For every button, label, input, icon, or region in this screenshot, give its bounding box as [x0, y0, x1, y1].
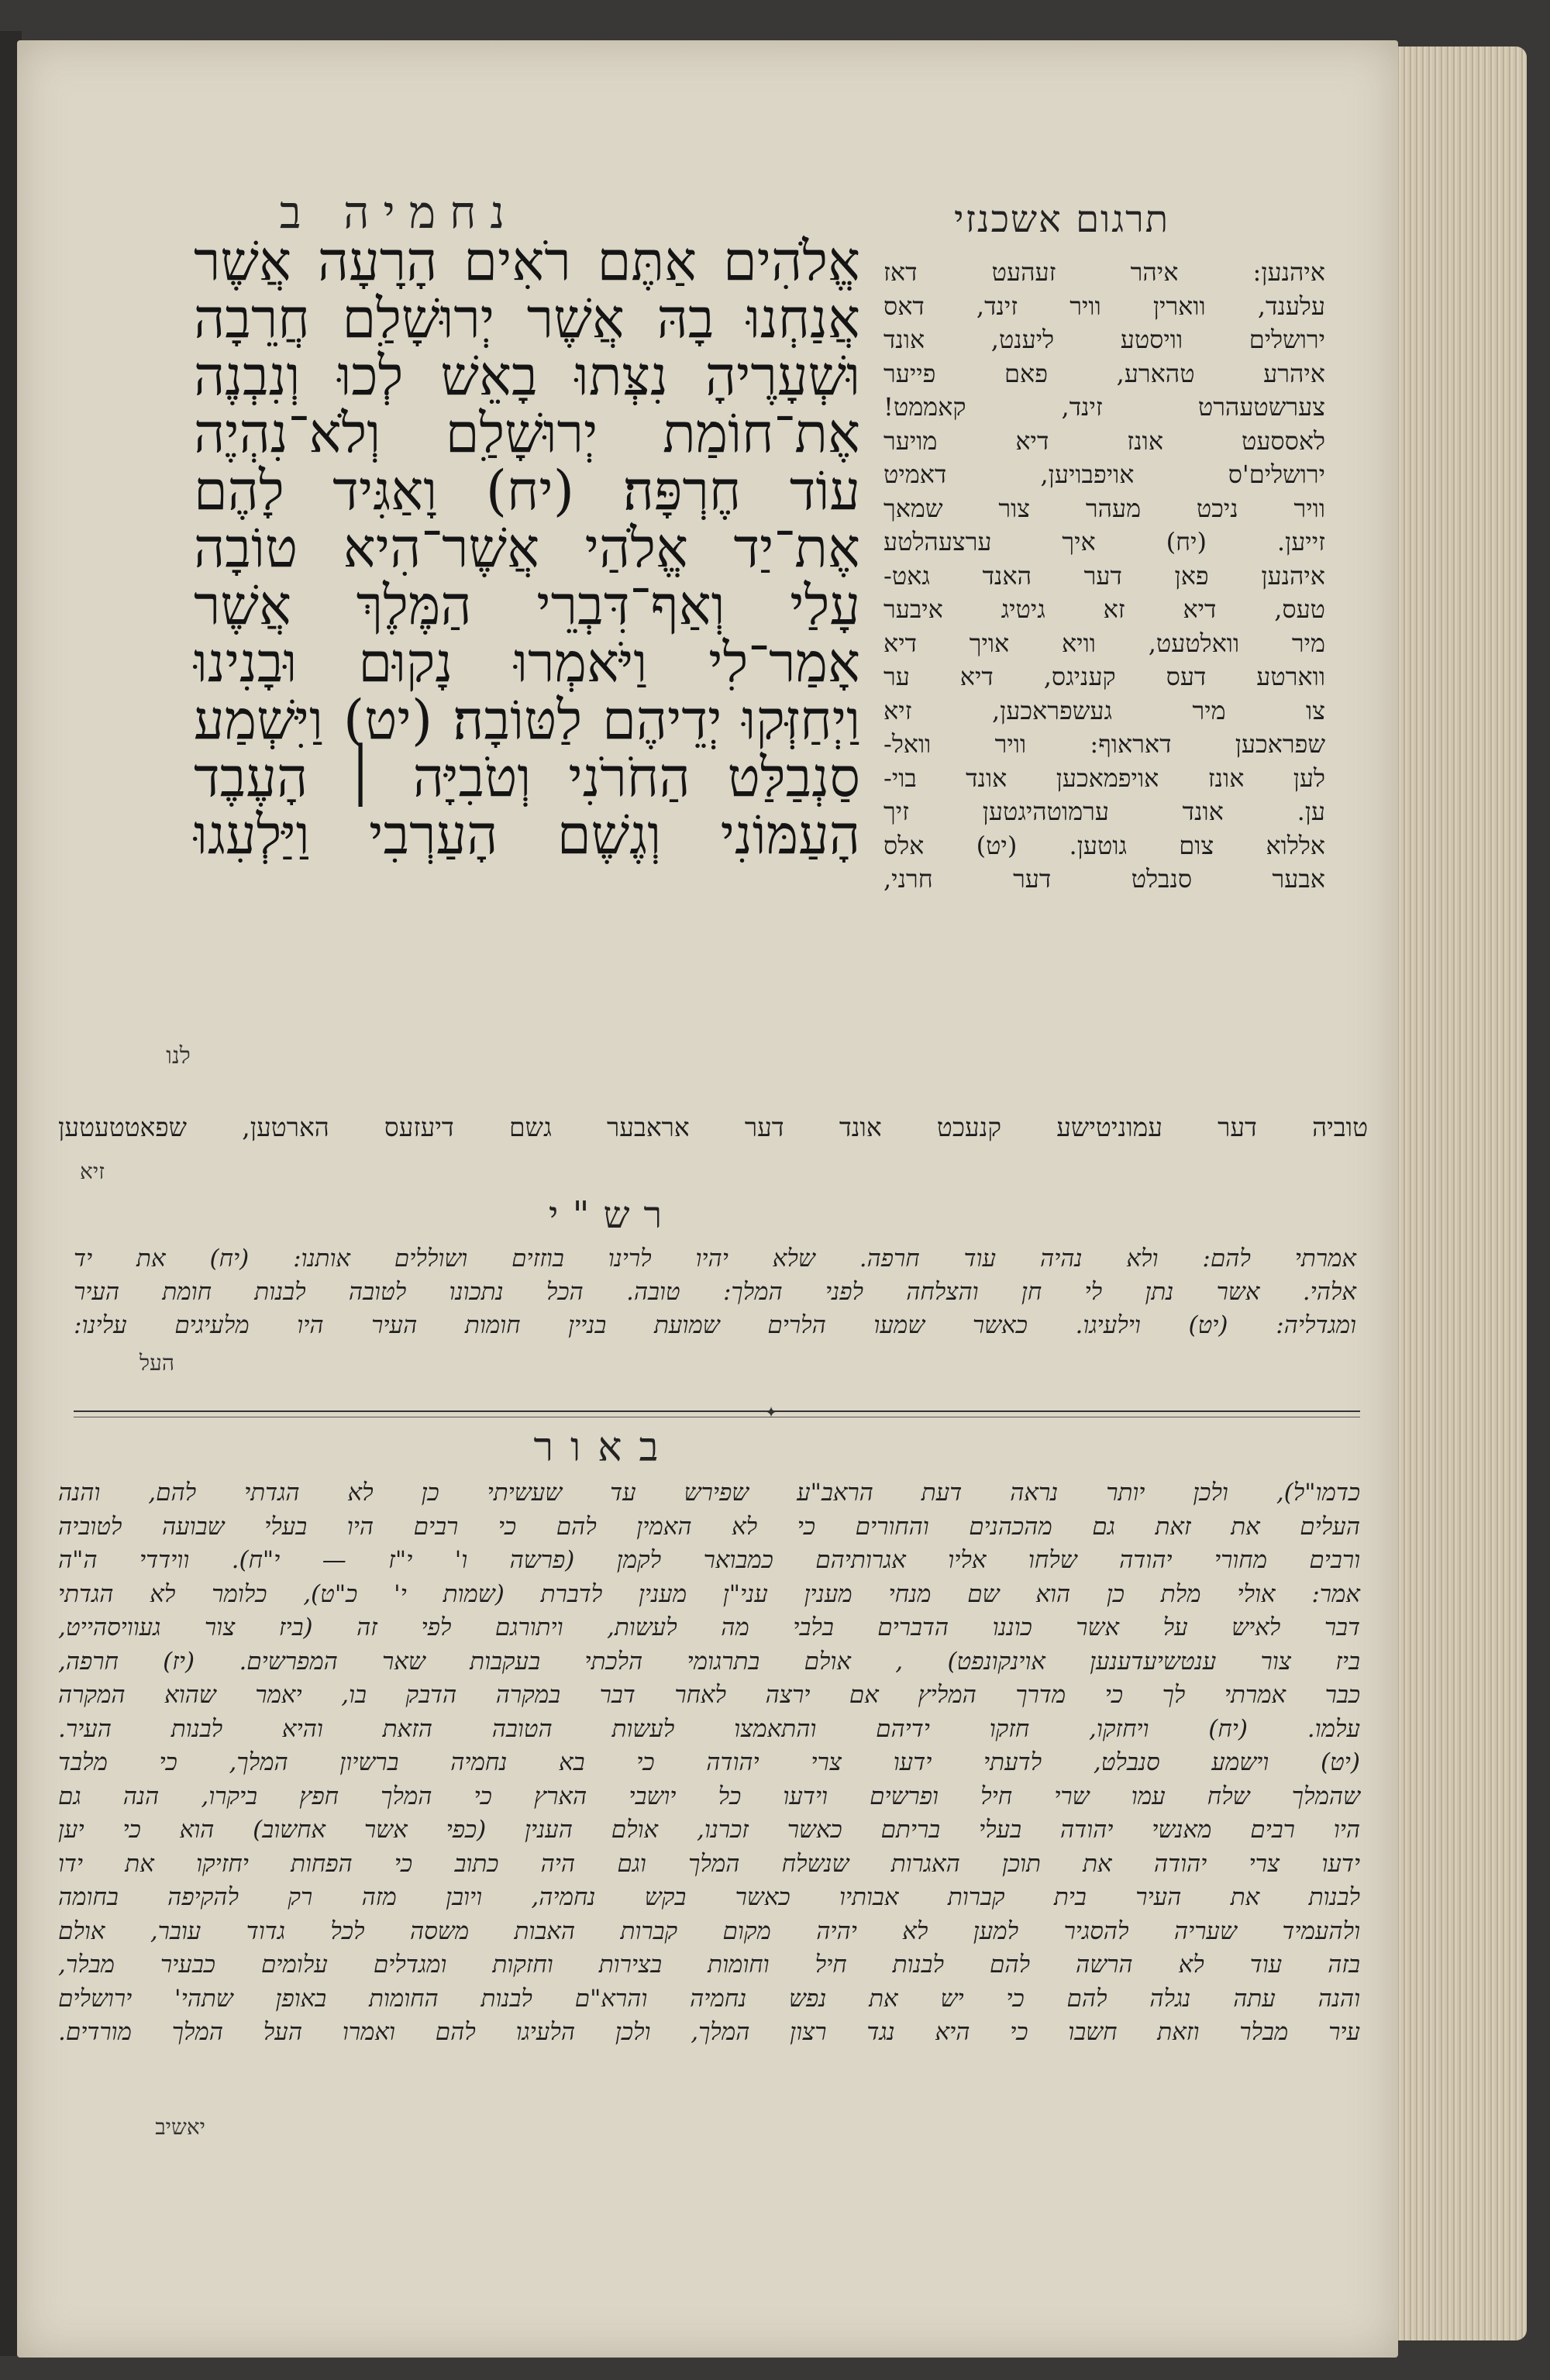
page-edges — [1395, 46, 1527, 2340]
rashi-line: ומגדליה: (יט) וילעיגו. כאשר שמעו הלרים שמועת בניין חומות העיר היו מלעיגים עלינו: — [74, 1311, 1356, 1339]
biur-commentary — [58, 1476, 1360, 2050]
biur-line: ורבים מחורי יהודה שלחו אליו אגרותיהם כמבואר לקמן (פרשה ו' י"ז — י"ח). ווידדי ה"ה — [58, 1546, 1360, 1574]
translation-line: וויר ניכט מעהר צור שמאך — [884, 493, 1325, 523]
rashi-line: אמרתי להם: ולא נהיה עוד חרפה. שלא יהיו לרינו בוזזים ושוללים אותנו: (יח) את יד — [74, 1245, 1356, 1273]
biur-line: לבנות את העיר בית קברות אבותיו כאשר בקש נחמיה, ויובן מזה רק להקיפה בחומה — [58, 1883, 1360, 1911]
translation-line: איהרע טהארע, פאם פייער — [884, 358, 1325, 388]
translation-column — [884, 256, 1325, 897]
biur-line: ולהעמיד שעריה להסגיר למען לא יהיה מקום קברות האבות משסה לכל גדוד עובר, אולם — [58, 1917, 1360, 1945]
translation-header: תרגום אשכנזי — [953, 198, 1169, 241]
biur-line: דבר לאיש על אשר כוננו הדברים בלבי מה לעשות, ויתורגם לפי זה (ביז צור געוויסהייט, — [58, 1614, 1360, 1641]
biur-line: עלמו. (יח) ויחזקו, חזקו ידיהם והתאמצו לעשות הטובה הזאת והיא לבנות העיר. — [58, 1714, 1360, 1743]
biur-line: והנה עתה נגלה להם כי יש את נפש נחמיה והרא"ם לבנות החומות באופן שתהי' ירושלים — [58, 1984, 1360, 2013]
translation-line: ירושלים'ס אויפבויען, דאמיט — [884, 460, 1325, 489]
translation-line: ען. אונד ערמוטהיגטען זיך — [884, 797, 1325, 826]
rashi-commentary — [74, 1242, 1356, 1342]
biur-catchword: יאשיב — [155, 2114, 205, 2140]
main-text-line: אָמַר־לִי וַיֹּאמְרוּ נָקוּם וּבָנִינוּ — [194, 631, 860, 694]
biur-line: עיר מבלר וזאת חשבו כי היא נגד רצון המלך, ולכן הלעיגו להם ואמרו העל המלך מורדים. — [58, 2018, 1360, 2046]
translation-line: איהנען פאן דער האנד גאט- — [884, 560, 1325, 591]
biur-line: (יט) וישמע סנבלט, לדעתי ידעו צרי יהודה כי בא נחמיה ברשיון המלך, כי מלבד — [58, 1748, 1360, 1776]
biur-line: כדמו"ל), ולכן יותר נראה דעת הראב"ע שפירש עד שעשיתי כן לא הגדתי להם, והנה — [58, 1479, 1360, 1507]
main-text-line: וּשְׁעָרֶיהָ נִצְּתוּ בָאֵשׁ לְכוּ וְנִבְנֶה — [194, 344, 860, 408]
biur-line: בזה עוד לא הרשה להם לבנות חיל וחומות בצירות וחזקות ומגדלים עלומים כבעיר מבלר, — [58, 1951, 1360, 1979]
translation-line: עלענד, ווארין וויר זינד, דאס — [884, 291, 1325, 321]
main-text-line: אֱלֹהִים אַתֶּם רֹאִים הָרָעָה אֲשֶׁר — [194, 229, 860, 293]
section-divider — [74, 1410, 1360, 1417]
translation-line: ירושלים וויסטע ליענט, אונד — [884, 325, 1325, 354]
translation-line: לאססעט אונז דיא מויער — [884, 425, 1325, 456]
main-text-line: אֶת־יַד אֱלֹהַי אֲשֶׁר־הִיא טוֹבָה — [194, 516, 860, 580]
rashi-line: אלהי. אשר נתן לי חן והצלחה לפני המלך: טובה. הכל נתכונו לטובה לבנות חומת העיר — [74, 1278, 1356, 1306]
biur-line: העלים את זאת גם מהכהנים והחורים כי לא האמין להם כי רבים היו בעלי שבועה לטוביה — [58, 1512, 1360, 1541]
translation-line: טעס, דיא זא גיטיג איבער — [884, 594, 1325, 624]
biur-line: אמר: אולי מלת כן הוא שם מנחי מענין עני"ן מענין לדברת (שמות י' כ"ט), כלומר לא הגדתי — [58, 1579, 1360, 1608]
translation-line: ווארטע דעס קעניגס, דיא ער — [884, 662, 1325, 691]
main-text-line: אֲנַחְנוּ בָהּ אֲשֶׁר יְרוּשָׁלִַם חֲרֵבָה — [194, 287, 860, 350]
translation-line: מיר וואלטעט, וויא אויך דיא — [884, 628, 1325, 658]
biur-title: באור — [533, 1424, 676, 1471]
main-catchword: לנו — [166, 1042, 191, 1069]
main-text-column — [194, 229, 860, 866]
translation-line: צו מיר געשפראכען, זיא — [884, 695, 1325, 725]
divider-ornament: ✦ — [764, 1403, 778, 1421]
biur-line: שהמלך שלח עמו שרי חיל ופרשים וידעו כל יושבי הארץ כי המלך חפץ ביקרו, הנה גם — [58, 1782, 1360, 1810]
translation-line: אללוא צום גוטען. (יט) אלס — [884, 830, 1325, 860]
translation-line: שפראכען דאראוף: וויר וואל- — [884, 729, 1325, 759]
translation-line: איהנען: איהר זעהעט דאז — [884, 257, 1325, 287]
translation-full-line: טוביה דער עמוניטישע קנעכט אונד דער אראבער גשם דיעזעס הארטען, שפאטטעטען — [58, 1112, 1368, 1142]
translation-line: צערשטעהרט זינד, קאממט! — [884, 392, 1325, 422]
translation-line: זייען. (יח) איך ערצעהלטע — [884, 527, 1325, 556]
main-text-line: סַנְבַלַּט הַחֹרֹנִי וְטֹבִיָּה ׀ הָעֶבֶד — [194, 746, 860, 809]
biur-line: היו רבים מאנשי יהודה בעלי בריתם כאשר זכרנו, אולם הענין (כפי אשר אחשוב) הוא כי יען — [58, 1816, 1360, 1844]
main-text-line: אֶת־חוֹמַת יְרוּשָׁלִַם וְלֹא־נִהְיֶה — [194, 401, 860, 465]
biur-line: כבר אמרתי לך כי מדרך המליץ אם ירצה לאחר דבר במקרה הדבק בו, יאמר שהוא המקרה — [58, 1681, 1360, 1709]
rashi-catchword: העל — [139, 1350, 174, 1376]
translation-line: אבער סנבלט דער חרני, — [884, 864, 1325, 894]
rashi-title: רש"י — [548, 1193, 677, 1237]
translation-catchword: זיא — [80, 1159, 105, 1184]
biur-line: ידעו צרי יהודה את תוכן האגרות שנשלח המלך וגם היה כתוב כי הפחות יחזיקו את ידו — [58, 1849, 1360, 1878]
translation-line: לען אונז אויפמאכען אונד בוי- — [884, 763, 1325, 793]
main-text-line: וַיְחַזְּקוּ יְדֵיהֶם לַטּוֹבָה׃ (יט) וַיִּשְׁמַע — [194, 688, 860, 752]
main-text-line: עָלַי וְאַף־דִּבְרֵי הַמֶּלֶךְ אֲשֶׁר — [194, 573, 860, 637]
main-text-line: הָעַמּוֹנִי וְגֶשֶׁם הָעַרְבִי וַיַּלְעִגוּ — [194, 803, 860, 866]
main-text-line: עוֹד חֶרְפָּה׃ (יח) וָאַגִּיד לָהֶם — [194, 459, 860, 522]
book-title-header: נחמיה ב — [279, 186, 519, 239]
biur-line: ביז צור ענטשיעדענען אוינקונפט) , אולם בתרגומי הלכתי בעקבות שאר המפרשים. (יז) חרפה, — [58, 1647, 1360, 1676]
